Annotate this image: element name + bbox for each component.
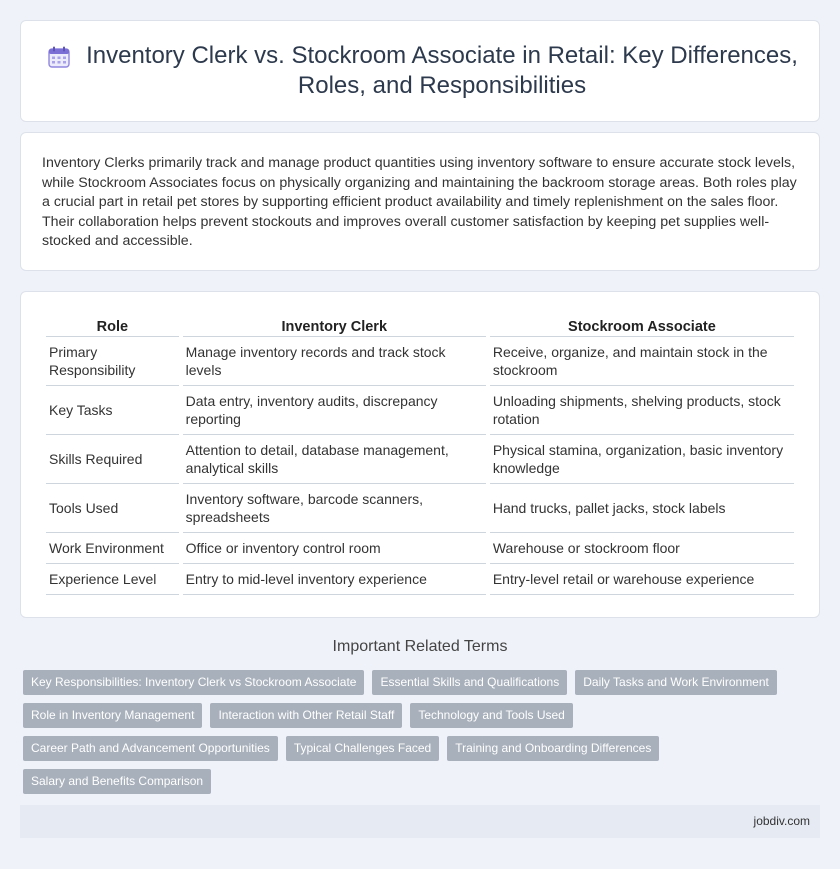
related-terms-list <box>23 670 813 794</box>
table-row <box>46 435 794 484</box>
table-row <box>46 564 794 595</box>
table-cell-role: Tools Used <box>46 484 179 533</box>
related-term-tag[interactable]: Role in Inventory Management <box>23 703 202 728</box>
table-cell: Attention to detail, database management, analytical skills <box>183 435 486 484</box>
related-term-tag[interactable]: Salary and Benefits Comparison <box>23 769 211 794</box>
table-row <box>46 337 794 386</box>
column-header-inventory-clerk: Inventory Clerk <box>183 314 486 337</box>
table-header-row <box>46 314 794 337</box>
footer-site-link[interactable]: jobdiv.com <box>753 814 810 828</box>
table-row <box>46 484 794 533</box>
table-cell: Hand trucks, pallet jacks, stock labels <box>490 484 794 533</box>
header-card <box>20 20 820 122</box>
table-cell: Office or inventory control room <box>183 533 486 564</box>
column-header-role: Role <box>46 314 179 337</box>
related-terms-heading: Important Related Terms <box>332 638 508 655</box>
table-row <box>46 533 794 564</box>
table-cell: Unloading shipments, shelving products, stock rotation <box>490 386 794 435</box>
related-term-tag[interactable]: Career Path and Advancement Opportunities <box>23 736 278 761</box>
table-cell: Receive, organize, and maintain stock in the stockroom <box>490 337 794 386</box>
summary-card <box>20 132 820 271</box>
related-term-tag[interactable]: Daily Tasks and Work Environment <box>575 670 777 695</box>
table-cell-role: Key Tasks <box>46 386 179 435</box>
table-cell-role: Experience Level <box>46 564 179 595</box>
table-cell: Warehouse or stockroom floor <box>490 533 794 564</box>
related-term-tag[interactable]: Typical Challenges Faced <box>286 736 439 761</box>
related-term-tag[interactable]: Essential Skills and Qualifications <box>372 670 567 695</box>
related-term-tag[interactable]: Key Responsibilities: Inventory Clerk vs Stockroom Associate <box>23 670 364 695</box>
comparison-table-card <box>20 291 820 618</box>
table-cell: Inventory software, barcode scanners, spreadsheets <box>183 484 486 533</box>
related-term-tag[interactable]: Interaction with Other Retail Staff <box>210 703 402 728</box>
table-cell: Entry-level retail or warehouse experience <box>490 564 794 595</box>
column-header-stockroom-associate: Stockroom Associate <box>490 314 794 337</box>
related-term-tag[interactable]: Training and Onboarding Differences <box>447 736 659 761</box>
footer <box>20 805 820 838</box>
table-cell: Entry to mid-level inventory experience <box>183 564 486 595</box>
summary-text: Inventory Clerks primarily track and manage product quantities using inventory software to ensure accurate stock levels, while Stockroom Associates focus on physically organizing and maintaining the backroom storage areas. Both roles play a crucial part in retail pet stores by supporting efficient product availability and timely replenishment on the sales floor. Their collaboration helps prevent stockouts and improves overall customer satisfaction by keeping pet supplies well-stocked and accessible. <box>42 155 797 250</box>
table-cell-role: Work Environment <box>46 533 179 564</box>
table-cell: Data entry, inventory audits, discrepancy reporting <box>183 386 486 435</box>
table-cell-role: Skills Required <box>46 435 179 484</box>
page-title: Inventory Clerk vs. Stockroom Associate in Retail: Key Differences, Roles, and Responsibilities <box>86 42 798 99</box>
table-cell: Physical stamina, organization, basic inventory knowledge <box>490 435 794 484</box>
comparison-table <box>42 314 798 595</box>
table-cell: Manage inventory records and track stock levels <box>183 337 486 386</box>
related-term-tag[interactable]: Technology and Tools Used <box>410 703 573 728</box>
table-row <box>46 386 794 435</box>
table-cell-role: Primary Responsibility <box>46 337 179 386</box>
